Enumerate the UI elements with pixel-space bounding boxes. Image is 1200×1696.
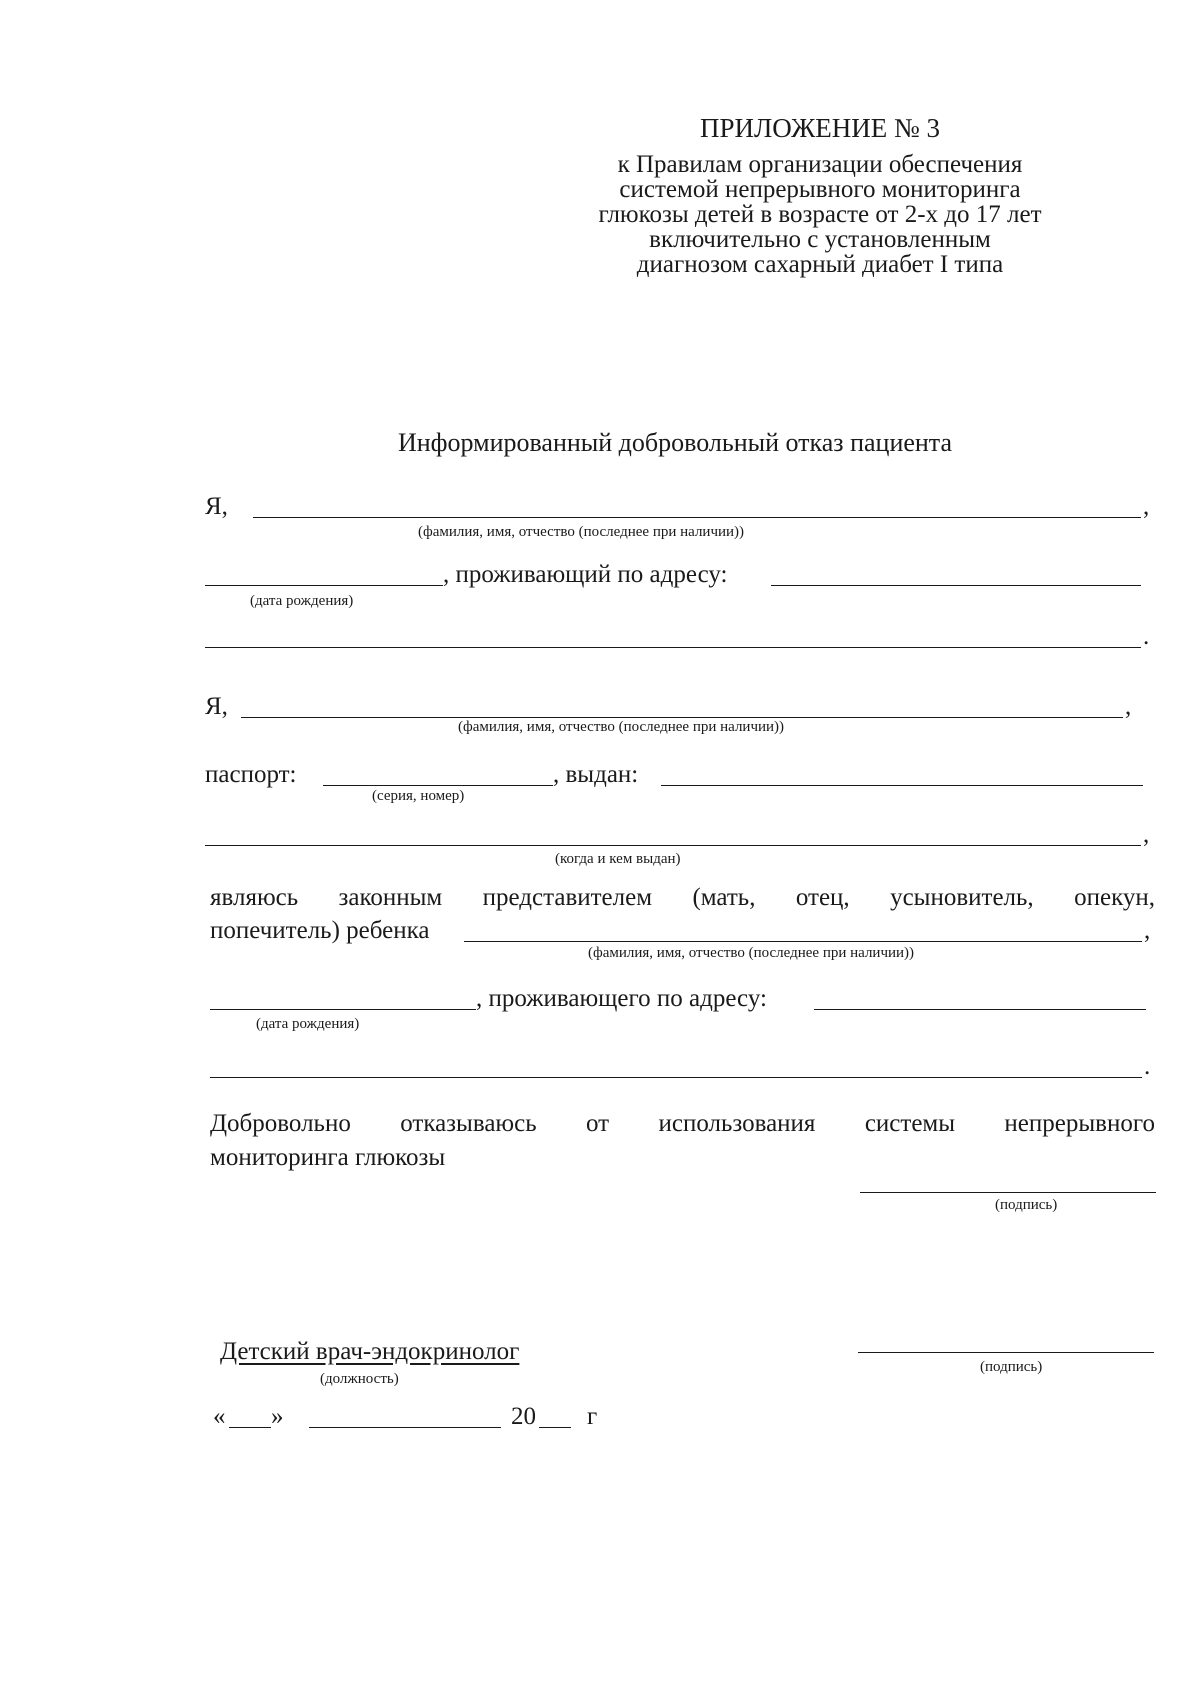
appendix-line: к Правилам организации обеспечения xyxy=(617,151,1023,178)
child-dob-row xyxy=(210,982,1158,1014)
patient-address-field[interactable] xyxy=(771,585,1141,586)
date-year-field[interactable] xyxy=(539,1427,571,1428)
child-address-row-2 xyxy=(210,1050,1158,1082)
refusal-statement: Добровольно отказываюсь от использования системы непрерывного xyxy=(210,1110,1155,1137)
patient-residing-label: , проживающий по адресу: xyxy=(443,561,728,588)
patient-dob-row xyxy=(205,558,1153,590)
child-address-field-2[interactable] xyxy=(210,1077,1142,1078)
issued-by-field[interactable] xyxy=(205,845,1141,846)
patient-fio-caption: (фамилия, имя, отчество (последнее при наличии)) xyxy=(418,524,745,540)
patient-dob-caption: (дата рождения) xyxy=(250,593,354,609)
child-dob-field[interactable] xyxy=(210,1009,476,1010)
role-text-line2: попечитель) ребенка xyxy=(210,917,430,944)
refusal-signature-field[interactable] xyxy=(860,1192,1156,1193)
doctor-position: Детский врач-эндокринолог xyxy=(220,1338,520,1365)
date-month-field[interactable] xyxy=(309,1427,501,1428)
comma: , xyxy=(1143,821,1150,848)
child-fio-caption: (фамилия, имя, отчество (последнее при наличии)) xyxy=(588,945,915,961)
issued-label: , выдан: xyxy=(553,761,639,788)
patient-fio-field[interactable] xyxy=(253,517,1141,518)
refusal-signature-caption: (подпись) xyxy=(995,1197,1058,1213)
date-year-prefix: 20 xyxy=(511,1403,536,1430)
child-address-field[interactable] xyxy=(814,1009,1146,1010)
period: . xyxy=(1144,1053,1151,1080)
document-title: Информированный добровольный отказ пациента xyxy=(397,428,953,457)
appendix-header xyxy=(560,112,1080,277)
comma: , xyxy=(1143,493,1150,520)
comma: , xyxy=(1144,917,1151,944)
patient-dob-field[interactable] xyxy=(205,585,443,586)
child-residing-label: , проживающего по адресу: xyxy=(476,985,767,1012)
doctor-signature-field[interactable] xyxy=(858,1352,1154,1353)
issued-row xyxy=(205,818,1153,850)
passport-series-field[interactable] xyxy=(323,785,553,786)
date-day-field[interactable] xyxy=(229,1427,271,1428)
appendix-line: включительно с установленным xyxy=(649,226,991,253)
appendix-title: ПРИЛОЖЕНИЕ № 3 xyxy=(699,113,941,143)
appendix-line: глюкозы детей в возрасте от 2-х до 17 лет xyxy=(598,201,1042,228)
date-close-quote: » xyxy=(271,1403,284,1430)
passport-label: паспорт: xyxy=(205,761,297,788)
child-dob-caption: (дата рождения) xyxy=(256,1016,360,1032)
representative-i-label: Я, xyxy=(205,693,228,720)
date-open-quote: « xyxy=(213,1403,226,1430)
patient-i-label: Я, xyxy=(205,493,228,520)
refusal-statement-line2: мониторинга глюкозы xyxy=(210,1144,446,1171)
doctor-signature-caption: (подпись) xyxy=(980,1359,1043,1375)
doctor-position-caption: (должность) xyxy=(320,1371,399,1387)
issued-caption: (когда и кем выдан) xyxy=(555,851,681,867)
passport-row xyxy=(205,758,1153,790)
child-fio-field[interactable] xyxy=(464,941,1142,942)
patient-address-field-2[interactable] xyxy=(205,647,1141,648)
patient-fio-row xyxy=(205,490,1153,522)
representative-fio-caption: (фамилия, имя, отчество (последнее при наличии)) xyxy=(458,719,785,735)
passport-issued-field[interactable] xyxy=(661,785,1143,786)
date-row xyxy=(213,1398,613,1432)
appendix-line: диагнозом сахарный диабет I типа xyxy=(636,251,1004,278)
child-fio-row xyxy=(210,914,1158,946)
patient-address-row-2 xyxy=(205,620,1153,652)
comma: , xyxy=(1125,693,1132,720)
passport-series-caption: (серия, номер) xyxy=(372,788,465,804)
date-year-suffix: г xyxy=(587,1403,598,1430)
appendix-line: системой непрерывного мониторинга xyxy=(619,176,1021,203)
period: . xyxy=(1143,623,1150,650)
representative-role-text: являюсь законным представителем (мать, отец, усыновитель, опекун, xyxy=(210,884,1155,911)
